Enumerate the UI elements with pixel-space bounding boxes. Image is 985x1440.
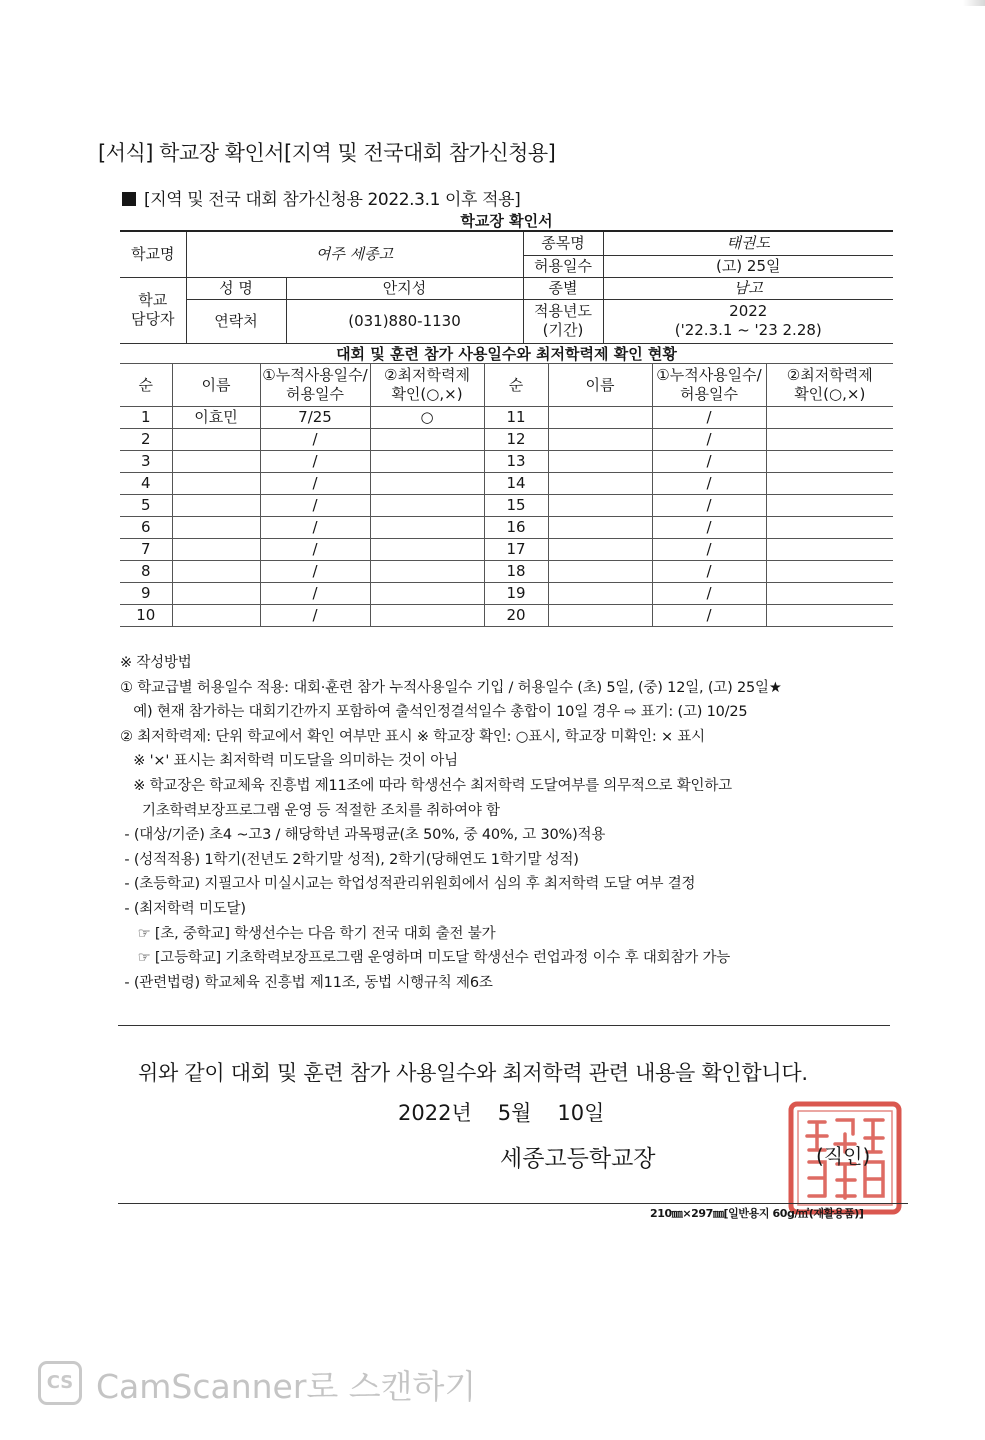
confirmation-form-title: 학교장 확인서 xyxy=(460,212,553,230)
row-check-right xyxy=(766,451,893,473)
row-days-right: / xyxy=(652,561,766,583)
year-label: 적용년도 (기간) xyxy=(523,299,603,343)
row-days-right: / xyxy=(652,407,766,429)
instruction-line: ☞ [고등학교] 기초학력보장프로그램 운영하며 미도달 학생선수 런업과정 이수 후 대회참가 가능 xyxy=(120,950,731,967)
date-month: 5월 xyxy=(497,1101,532,1125)
form-title: [서식] 학교장 확인서[지역 및 전국대회 참가신청용] xyxy=(98,141,556,165)
row-no-right: 11 xyxy=(484,407,548,429)
table-row xyxy=(120,473,893,495)
row-check-right xyxy=(766,561,893,583)
row-name-right xyxy=(548,583,652,605)
row-check-right xyxy=(766,583,893,605)
row-check xyxy=(370,605,484,627)
seal-label: (직인) xyxy=(816,1144,871,1168)
header-check-right: ②최저학력제 확인(○,×) xyxy=(766,364,893,407)
row-no-right: 16 xyxy=(484,517,548,539)
name-value: 안지성 xyxy=(286,277,523,299)
instruction-line: 기초학력보장프로그램 운영 등 적절한 조치를 취하여야 함 xyxy=(120,802,500,819)
page-edge-shadow xyxy=(963,0,985,6)
date-year: 2022년 xyxy=(398,1101,472,1125)
gender-value: 남고 xyxy=(603,277,893,299)
row-no-right: 18 xyxy=(484,561,548,583)
row-name xyxy=(172,517,260,539)
header-name-right: 이름 xyxy=(548,364,652,407)
row-check xyxy=(370,517,484,539)
row-name xyxy=(172,495,260,517)
year-value: 2022 ('22.3.1 ~ '23 2.28) xyxy=(603,299,893,343)
row-no-right: 14 xyxy=(484,473,548,495)
sport-label: 종목명 xyxy=(523,231,603,255)
table-row xyxy=(120,517,893,539)
row-days: / xyxy=(260,495,370,517)
row-check: ○ xyxy=(370,407,484,429)
row-name xyxy=(172,473,260,495)
header-no: 순 xyxy=(120,364,172,407)
row-name-right xyxy=(548,407,652,429)
table-row xyxy=(120,407,893,429)
row-name-right xyxy=(548,517,652,539)
row-no: 10 xyxy=(120,605,172,627)
row-name-right xyxy=(548,495,652,517)
row-no: 4 xyxy=(120,473,172,495)
row-check xyxy=(370,583,484,605)
form-subtitle-text: [지역 및 전국 대회 참가신청용 2022.3.1 이후 적용] xyxy=(144,190,521,210)
instruction-line: - (성적적용) 1학기(전년도 2학기말 성적), 2학기(당해연도 1학기말 성적) xyxy=(120,851,579,868)
instruction-line: ※ '×' 표시는 최저학력 미도달을 의미하는 것이 아님 xyxy=(120,753,458,770)
manager-label: 학교 담당자 xyxy=(120,277,186,343)
instruction-line: - (초등학교) 지필고사 미실시교는 학업성적관리위원회에서 심의 후 최저학력 도달 여부 결정 xyxy=(120,876,696,893)
sport-value: 태권도 xyxy=(603,231,893,255)
row-no-right: 19 xyxy=(484,583,548,605)
table-row xyxy=(120,451,893,473)
row-days: / xyxy=(260,605,370,627)
row-check-right xyxy=(766,539,893,561)
instruction-line: 예) 현재 참가하는 대회기간까지 포함하여 출석인정결석일수 총합이 10일 경우 ⇨ 표기: (고) 10/25 xyxy=(120,704,748,721)
row-days-right: / xyxy=(652,583,766,605)
row-no-right: 13 xyxy=(484,451,548,473)
row-check xyxy=(370,539,484,561)
header-check: ②최저학력제 확인(○,×) xyxy=(370,364,484,407)
row-no: 3 xyxy=(120,451,172,473)
row-days: / xyxy=(260,583,370,605)
row-days-right: / xyxy=(652,429,766,451)
writing-instructions xyxy=(120,651,782,995)
row-name xyxy=(172,429,260,451)
row-name xyxy=(172,451,260,473)
row-days: / xyxy=(260,451,370,473)
row-days: / xyxy=(260,473,370,495)
row-check xyxy=(370,495,484,517)
gender-label: 종별 xyxy=(523,277,603,299)
row-check xyxy=(370,451,484,473)
row-name-right xyxy=(548,473,652,495)
row-check-right xyxy=(766,429,893,451)
row-no: 6 xyxy=(120,517,172,539)
date-day: 10일 xyxy=(557,1101,605,1125)
row-name xyxy=(172,561,260,583)
row-no-right: 17 xyxy=(484,539,548,561)
confirmation-date xyxy=(398,1097,630,1127)
table-row xyxy=(120,583,893,605)
allowed-days-label: 허용일수 xyxy=(523,255,603,277)
camscanner-logo-icon: CS xyxy=(38,1361,82,1405)
row-days: / xyxy=(260,429,370,451)
contact-label: 연락처 xyxy=(186,299,286,343)
school-info-table xyxy=(120,230,893,344)
divider-bottom xyxy=(118,1203,908,1204)
row-name-right xyxy=(548,451,652,473)
table-row xyxy=(120,561,893,583)
school-value: 여주 세종고 xyxy=(186,231,523,277)
row-name-right xyxy=(548,539,652,561)
row-check-right xyxy=(766,473,893,495)
row-name-right xyxy=(548,561,652,583)
name-label: 성 명 xyxy=(186,277,286,299)
status-table-title: 대회 및 훈련 참가 사용일수와 최저학력제 확인 현황 xyxy=(336,345,677,363)
row-name xyxy=(172,539,260,561)
row-days-right: / xyxy=(652,539,766,561)
principal-name: 세종고등학교장 xyxy=(500,1146,656,1172)
form-subtitle xyxy=(122,185,520,210)
instruction-line: ② 최저학력제: 단위 학교에서 확인 여부만 표시 ※ 학교장 확인: ○표시, 학교장 미확인: × 표시 xyxy=(120,728,705,745)
row-check-right xyxy=(766,495,893,517)
instruction-line: - (대상/기준) 초4 ~고3 / 해당학년 과목평균(초 50%, 중 40%, 고 30%)적용 xyxy=(120,827,606,844)
row-no: 7 xyxy=(120,539,172,561)
divider-top xyxy=(118,1025,890,1026)
row-name xyxy=(172,605,260,627)
instruction-line: ※ 작성방법 xyxy=(120,655,192,671)
row-name xyxy=(172,583,260,605)
instruction-line: ※ 학교장은 학교체육 진흥법 제11조에 따라 학생선수 최저학력 도달여부를 의무적으로 확인하고 xyxy=(120,777,732,794)
row-no: 5 xyxy=(120,495,172,517)
row-days: / xyxy=(260,517,370,539)
header-days-right: ①누적사용일수/ 허용일수 xyxy=(652,364,766,407)
instruction-line: ① 학교급별 허용일수 적용: 대회·훈련 참가 누적사용일수 기입 / 허용일수 (초) 5일, (중) 12일, (고) 25일★ xyxy=(120,679,782,696)
row-check xyxy=(370,473,484,495)
instruction-line: ☞ [초, 중학교] 학생선수는 다음 학기 전국 대회 출전 불가 xyxy=(120,925,496,942)
row-no: 9 xyxy=(120,583,172,605)
contact-value: (031)880-1130 xyxy=(286,299,523,343)
paper-spec-note: 210㎜×297㎜[일반용지 60g/㎡(재활용품)] xyxy=(650,1207,864,1220)
row-check-right xyxy=(766,517,893,539)
row-check xyxy=(370,561,484,583)
row-name-right xyxy=(548,605,652,627)
row-no: 1 xyxy=(120,407,172,429)
allowed-days-value: (고) 25일 xyxy=(603,255,893,277)
row-no: 2 xyxy=(120,429,172,451)
row-days-right: / xyxy=(652,517,766,539)
confirmation-statement: 위와 같이 대회 및 훈련 참가 사용일수와 최저학력 관련 내용을 확인합니다. xyxy=(138,1061,808,1085)
camscanner-text: CamScanner로 스캔하기 xyxy=(96,1367,477,1406)
row-name-right xyxy=(548,429,652,451)
instruction-line: - (최저학력 미도달) xyxy=(120,900,246,917)
header-name: 이름 xyxy=(172,364,260,407)
row-no-right: 15 xyxy=(484,495,548,517)
row-check-right xyxy=(766,605,893,627)
row-no: 8 xyxy=(120,561,172,583)
status-table xyxy=(120,363,893,627)
header-no-right: 순 xyxy=(484,364,548,407)
header-days: ①누적사용일수/ 허용일수 xyxy=(260,364,370,407)
school-label: 학교명 xyxy=(120,231,186,277)
row-check xyxy=(370,429,484,451)
table-row xyxy=(120,605,893,627)
square-bullet-icon xyxy=(122,192,136,206)
row-days-right: / xyxy=(652,495,766,517)
table-row xyxy=(120,539,893,561)
row-days: 7/25 xyxy=(260,407,370,429)
table-row xyxy=(120,429,893,451)
row-no-right: 20 xyxy=(484,605,548,627)
table-row xyxy=(120,495,893,517)
row-name: 이효민 xyxy=(172,407,260,429)
row-no-right: 12 xyxy=(484,429,548,451)
row-days-right: / xyxy=(652,473,766,495)
row-days: / xyxy=(260,561,370,583)
row-days-right: / xyxy=(652,605,766,627)
row-check-right xyxy=(766,407,893,429)
row-days: / xyxy=(260,539,370,561)
instruction-line: - (관련법령) 학교체육 진흥법 제11조, 동법 시행규칙 제6조 xyxy=(120,974,493,991)
row-days-right: / xyxy=(652,451,766,473)
